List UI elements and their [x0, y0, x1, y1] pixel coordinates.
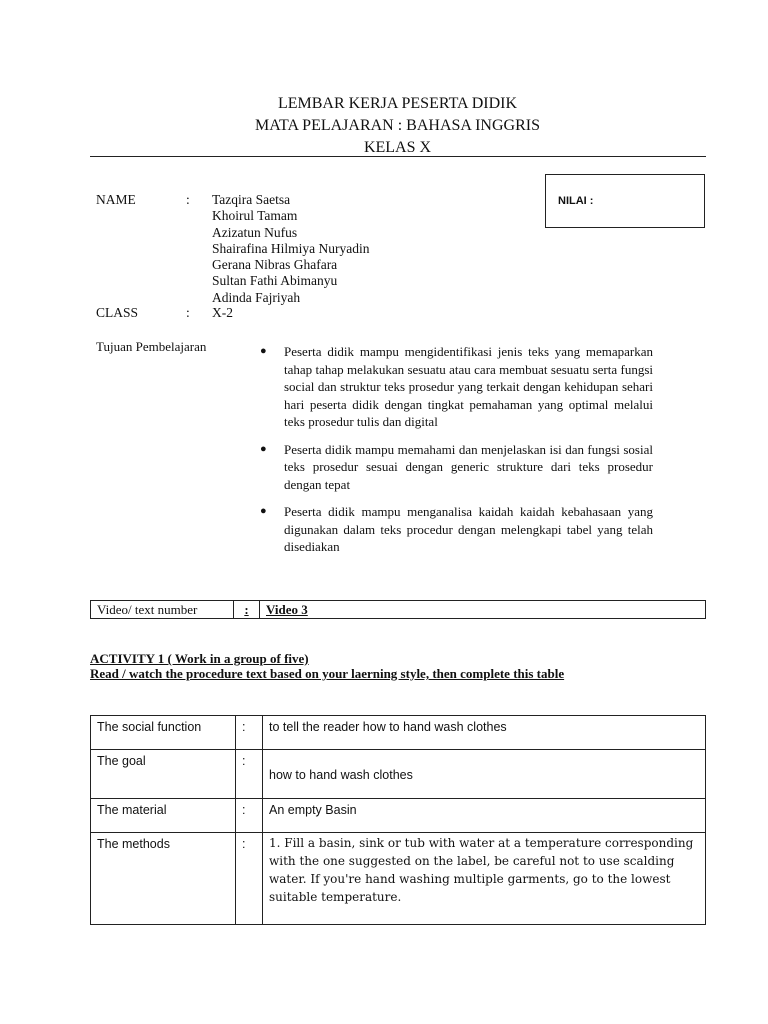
table-row: [91, 833, 706, 925]
objective-item: ● Peserta didik mampu memahami dan menjelaskan isi dan fungsi sosial teks prosedur sesuai dengan generic strukture dari teks prosedur dengan tepat: [260, 441, 653, 492]
name-list: [212, 192, 369, 306]
row-colon: :: [236, 799, 263, 833]
row-colon: :: [236, 716, 263, 750]
row-value: how to hand wash clothes: [263, 750, 706, 799]
name-label: NAME: [96, 192, 136, 207]
name-item: Sultan Fathi Abimanyu: [212, 273, 338, 289]
doc-title-line-2: MATA PELAJARAN : BAHASA INGGRIS: [255, 117, 540, 134]
class-colon: :: [186, 305, 190, 320]
table-row: [91, 799, 706, 833]
row-label: The goal: [91, 750, 236, 799]
table-row: [91, 716, 706, 750]
name-item: Tazqira Saetsa: [212, 192, 291, 207]
video-colon: :: [234, 601, 260, 618]
name-item: Khoirul Tamam: [212, 208, 298, 224]
objectives-label: Tujuan Pembelajaran: [96, 339, 207, 354]
activity-table: [90, 715, 706, 925]
bullet-icon: ●: [260, 505, 267, 517]
row-label: The material: [91, 799, 236, 833]
doc-title-line-1: LEMBAR KERJA PESERTA DIDIK: [277, 95, 518, 112]
class-label: CLASS: [96, 305, 139, 320]
activity-instruction: Read / watch the procedure text based on your laerning style, then complete this table: [90, 666, 565, 681]
score-box: [545, 174, 705, 228]
objective-item: ● Peserta didik mampu mengidentifikasi jenis teks yang memaparkan tahap tahap melakukan sesuatu atau cara membuat sesuatu serta fungsi social dan struktur teks prosedur yang terkait dengan kehidupan sehari hari peserta didik dengan tingkat pemahaman yang optimal melalui teks prosedur tulis dan digital: [260, 344, 653, 429]
row-colon: :: [236, 833, 263, 925]
objectives-list: [260, 343, 653, 566]
class-value: X-2: [212, 305, 233, 320]
row-label: The methods: [91, 833, 236, 925]
name-item: Gerana Nibras Ghafara: [212, 257, 338, 273]
row-label: The social function: [91, 716, 236, 750]
video-number-row: [90, 600, 706, 619]
title-divider: [90, 156, 706, 157]
row-value: 1. Fill a basin, sink or tub with water at a temperature corresponding with the one suggested on the label, be careful not to use scalding water. If you're hand washing multiple garments, go to the lowest suitable temperature.: [263, 833, 706, 925]
video-label: Video/ text number: [91, 601, 234, 618]
row-value: to tell the reader how to hand wash clothes: [263, 716, 706, 750]
table-row: [91, 750, 706, 799]
score-label: NILAI :: [558, 195, 594, 207]
doc-title-line-3: KELAS X: [363, 139, 432, 156]
video-value: Video 3: [266, 602, 308, 617]
objective-item: ● Peserta didik mampu menganalisa kaidah kaidah kebahasaan yang digunakan dalam teks procedur dengan melengkapi tabel yang telah disediakan: [260, 504, 653, 554]
activity-heading: ACTIVITY 1 ( Work in a group of five): [90, 651, 309, 666]
name-item: Azizatun Nufus: [212, 224, 298, 240]
name-item: Adinda Fajriyah: [212, 289, 301, 305]
name-item: Shairafina Hilmiya Nuryadin: [212, 240, 370, 256]
row-value: An empty Basin: [263, 799, 706, 833]
bullet-icon: ●: [260, 442, 267, 455]
bullet-icon: ●: [260, 345, 267, 357]
activity-heading-block: [90, 651, 564, 681]
row-colon: :: [236, 750, 263, 799]
name-colon: :: [186, 192, 190, 207]
